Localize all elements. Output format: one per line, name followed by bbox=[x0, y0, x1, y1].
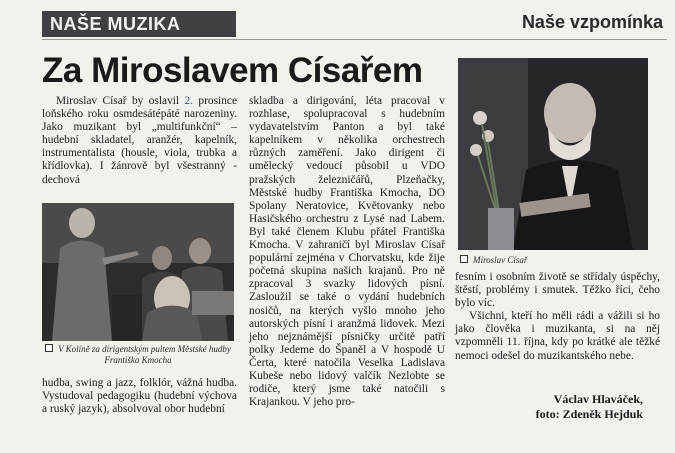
column-1-continued bbox=[42, 377, 237, 416]
byline bbox=[536, 392, 643, 422]
intro-date-highlight: 2. bbox=[184, 95, 194, 107]
byline-author: Václav Hlaváček, bbox=[553, 392, 643, 406]
column-1-continued-text: hudba, swing a jazz, folklór, vážná hudba. Vystudoval pedagogiku (hudební výchova a ruský jazyk), absolvoval obor hudební bbox=[42, 377, 237, 416]
article-headline: Za Miroslavem Císařem bbox=[42, 51, 423, 90]
column-3 bbox=[455, 271, 660, 363]
column-2 bbox=[249, 95, 445, 409]
photo-portrait bbox=[458, 58, 648, 250]
column-1-intro-text bbox=[42, 95, 237, 187]
rubric-title: Naše vzpomínka bbox=[521, 12, 663, 32]
photo-conducting-image bbox=[42, 203, 234, 341]
photo-conducting bbox=[42, 203, 234, 341]
photo-portrait-image bbox=[458, 58, 648, 250]
photo-portrait-caption-text: Miroslav Císař bbox=[473, 255, 528, 265]
photo-conducting-caption-text: V Kolíně za dirigentským pultem Městské hudby Františka Kmocha bbox=[58, 344, 231, 365]
column-3-paragraph-2: Všichni, kteří ho měli rádi a vážili si ho jako člověka i muzikanta, si na něj vzpomněli 11. října, kdy po krátké ale těžké nemoci odešel do muzikantského nebe. bbox=[455, 310, 660, 362]
byline-photo-credit: foto: Zdeněk Hejduk bbox=[535, 407, 643, 421]
caption-marker-icon bbox=[460, 255, 468, 263]
column-1-intro bbox=[42, 95, 237, 187]
column-2-text: skladba a dirigování, léta pracoval v rozhlase, spolupracoval s hudebním vydavatelstvím Panton a byl také kapelníkem v několika orchestrech různých zaměření. Jako dirigent či umělecký vedoucí působil u VDO pražských železničářů, Plzeňačky, Městské hudby Františka Kmocha, DO Spolany Neratovice, Květovanky nebo Hasičského orchestru z Lysé nad Labem. Byl také členem Klubu přátel Františka Kmocha. V zahraničí byl Miroslav Císař populární zejména v Chorvatsku, kde žije početná skupina našich krajanů. Pro ně zpracoval 3 svazky lidových písní. Zasloužil se také o vydání hudebních nosičů, na kterých vyšlo mnoho jeho autorských písní i aranžmá lidovek. Mezi jeho nejznámější písničky určitě patří polky Jedeme do Španěl a V hospodě U Čerta, které natočila Veselka Ladislava Kubeše nebo lidový valčík Nezlobte se rodiče, který jsme také natočili s Krajankou. V jeho pro- bbox=[249, 95, 445, 409]
intro-run-0: Miroslav Císař by oslavil bbox=[56, 95, 185, 107]
photo-conducting-caption bbox=[45, 344, 231, 366]
intro-run-2: prosince loňského roku osmdesátépáté narozeniny. Jako muzikant byl „multifunkční“ – hudební skladatel, aranžér, kapelník, instrumentalista (housle, viola, trubka a křídlovka). I žánrově byl všestranný - dechová bbox=[42, 95, 238, 186]
column-3-paragraph-1: fesním i osobním životě se střídaly úspěchy, štěstí, problémy i smutek. Těžko říci, čeho bylo víc. bbox=[455, 271, 660, 310]
header-divider bbox=[42, 39, 667, 40]
photo-portrait-caption bbox=[460, 255, 650, 266]
caption-marker-icon bbox=[45, 344, 53, 352]
section-title: NAŠE MUZIKA bbox=[42, 11, 236, 37]
